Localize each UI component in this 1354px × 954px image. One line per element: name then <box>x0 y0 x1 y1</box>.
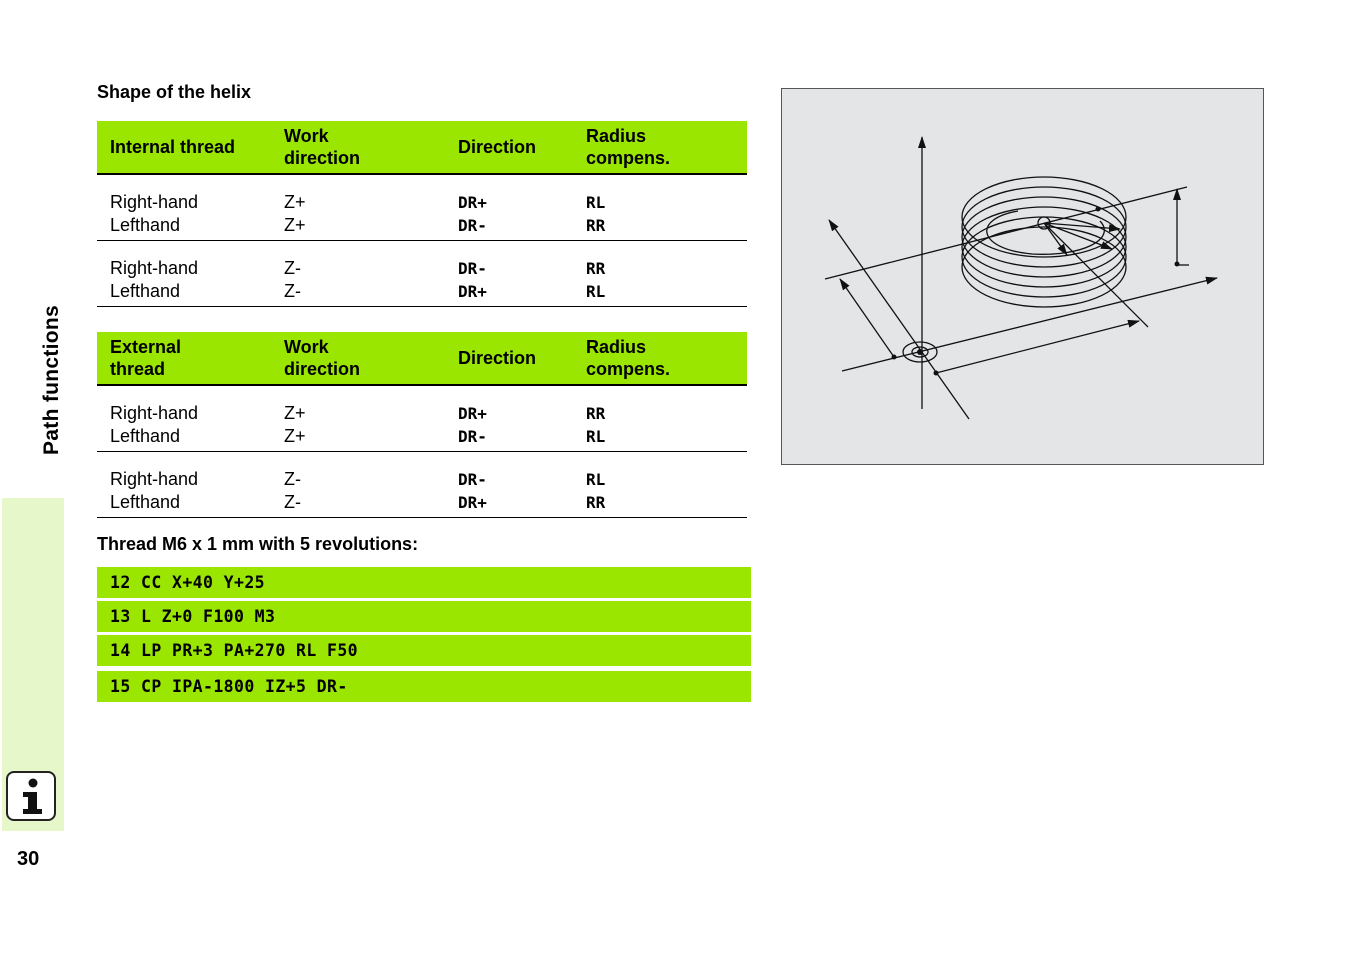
cell-direction: DR+ DR- <box>445 385 573 452</box>
example-heading: Thread M6 x 1 mm with 5 revolutions: <box>97 534 419 554</box>
cell-thread: Right-hand Lefthand <box>97 452 271 518</box>
col-header: Direction <box>445 332 573 385</box>
cell-radius: RR RL <box>573 385 747 452</box>
helix-illustration <box>781 88 1264 465</box>
cell-direction: DR- DR+ <box>445 241 573 307</box>
internal-thread-table <box>97 121 747 307</box>
col-header: Internal thread <box>97 121 271 174</box>
cell-direction: DR- DR+ <box>445 452 573 518</box>
code-line: 15 CP IPA-1800 IZ+5 DR- <box>97 671 751 702</box>
code-line: 13 L Z+0 F100 M3 <box>97 601 751 632</box>
cell-thread: Right-hand Lefthand <box>97 174 271 241</box>
cell-work: Z+ Z+ <box>271 385 445 452</box>
table-row <box>97 174 747 241</box>
cell-thread: Right-hand Lefthand <box>97 385 271 452</box>
table-row <box>97 452 747 518</box>
helix-diagram <box>782 89 1263 464</box>
external-thread-table <box>97 332 747 518</box>
col-header: Work direction <box>271 121 445 174</box>
col-header: Direction <box>445 121 573 174</box>
page-number: 30 <box>17 848 40 870</box>
code-line: 14 LP PR+3 PA+270 RL F50 <box>97 635 751 666</box>
code-line: 12 CC X+40 Y+25 <box>97 567 751 598</box>
col-header: External thread <box>97 332 271 385</box>
table-row <box>97 385 747 452</box>
col-header: Radius compens. <box>573 121 747 174</box>
table-row <box>97 241 747 307</box>
info-icon[interactable] <box>6 771 56 821</box>
cell-work: Z+ Z+ <box>271 174 445 241</box>
cell-direction: DR+ DR- <box>445 174 573 241</box>
col-header: Radius compens. <box>573 332 747 385</box>
cell-radius: RL RR <box>573 174 747 241</box>
cell-work: Z- Z- <box>271 241 445 307</box>
col-header: Work direction <box>271 332 445 385</box>
cell-work: Z- Z- <box>271 452 445 518</box>
cell-radius: RL RR <box>573 452 747 518</box>
cell-radius: RR RL <box>573 241 747 307</box>
shape-heading: Shape of the helix <box>97 82 252 102</box>
cell-thread: Right-hand Lefthand <box>97 241 271 307</box>
